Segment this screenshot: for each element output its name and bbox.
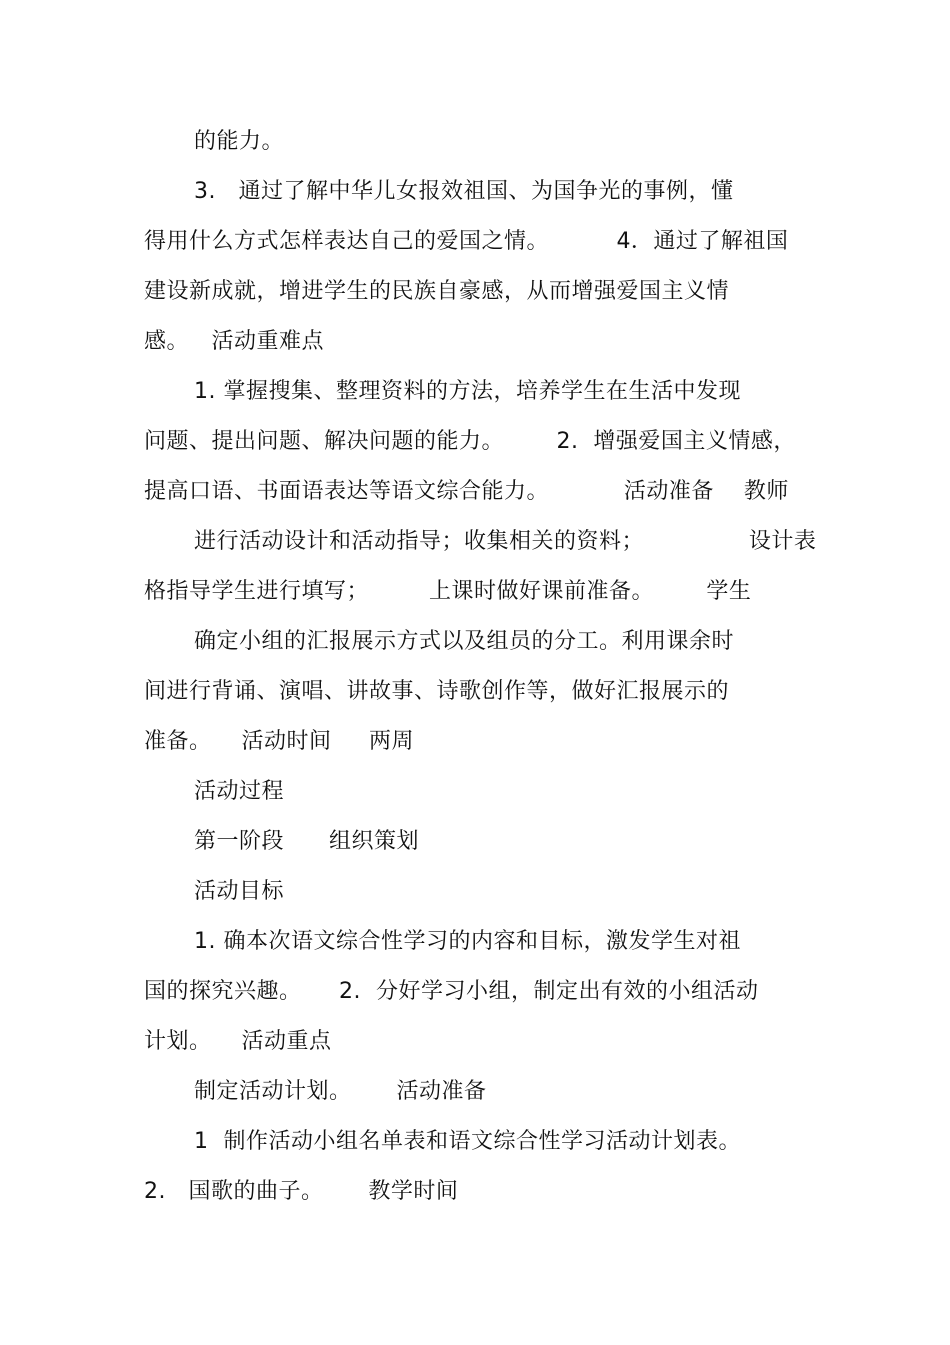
- text-line: 建设新成就，增进学生的民族自豪感，从而增强爱国主义情: [144, 279, 730, 304]
- text-line: 提高口语、书面语表达等语文综合能力。 活动准备 教师: [144, 479, 789, 504]
- text-line: 活动目标: [194, 879, 285, 904]
- text-line: 确定小组的汇报展示方式以及组员的分工。利用课余时: [194, 629, 735, 654]
- text-line: 1. 掌握搜集、整理资料的方法，培养学生在生活中发现: [194, 379, 741, 404]
- text-line: 感。 活动重难点: [144, 329, 324, 354]
- text-line: 间进行背诵、演唱、讲故事、诗歌创作等，做好汇报展示的: [144, 679, 730, 704]
- text-line: 准备。 活动时间 两周: [144, 729, 414, 754]
- text-line: 的能力。: [194, 129, 285, 154]
- text-line: 1 制作活动小组名单表和语文综合性学习活动计划表。: [194, 1129, 741, 1154]
- text-line: 进行活动设计和活动指导；收集相关的资料； 设计表: [194, 529, 817, 554]
- text-line: 问题、提出问题、解决问题的能力。 2. 增强爱国主义情感，: [144, 429, 796, 454]
- text-line: 活动过程: [194, 779, 285, 804]
- text-line: 计划。 活动重点: [144, 1029, 332, 1054]
- text-line: 1. 确本次语文综合性学习的内容和目标，激发学生对祖: [194, 929, 741, 954]
- text-line: 第一阶段 组织策划: [194, 829, 419, 854]
- text-line: 2. 国歌的曲子。 教学时间: [144, 1179, 459, 1204]
- text-line: 3. 通过了解中华儿女报效祖国、为国争光的事例，懂: [194, 179, 734, 204]
- text-line: 格指导学生进行填写； 上课时做好课前准备。 学生: [144, 579, 752, 604]
- text-line: 制定活动计划。 活动准备: [194, 1079, 487, 1104]
- text-line: 国的探究兴趣。 2. 分好学习小组，制定出有效的小组活动: [144, 979, 759, 1004]
- text-line: 得用什么方式怎样表达自己的爱国之情。 4．通过了解祖国: [144, 229, 789, 254]
